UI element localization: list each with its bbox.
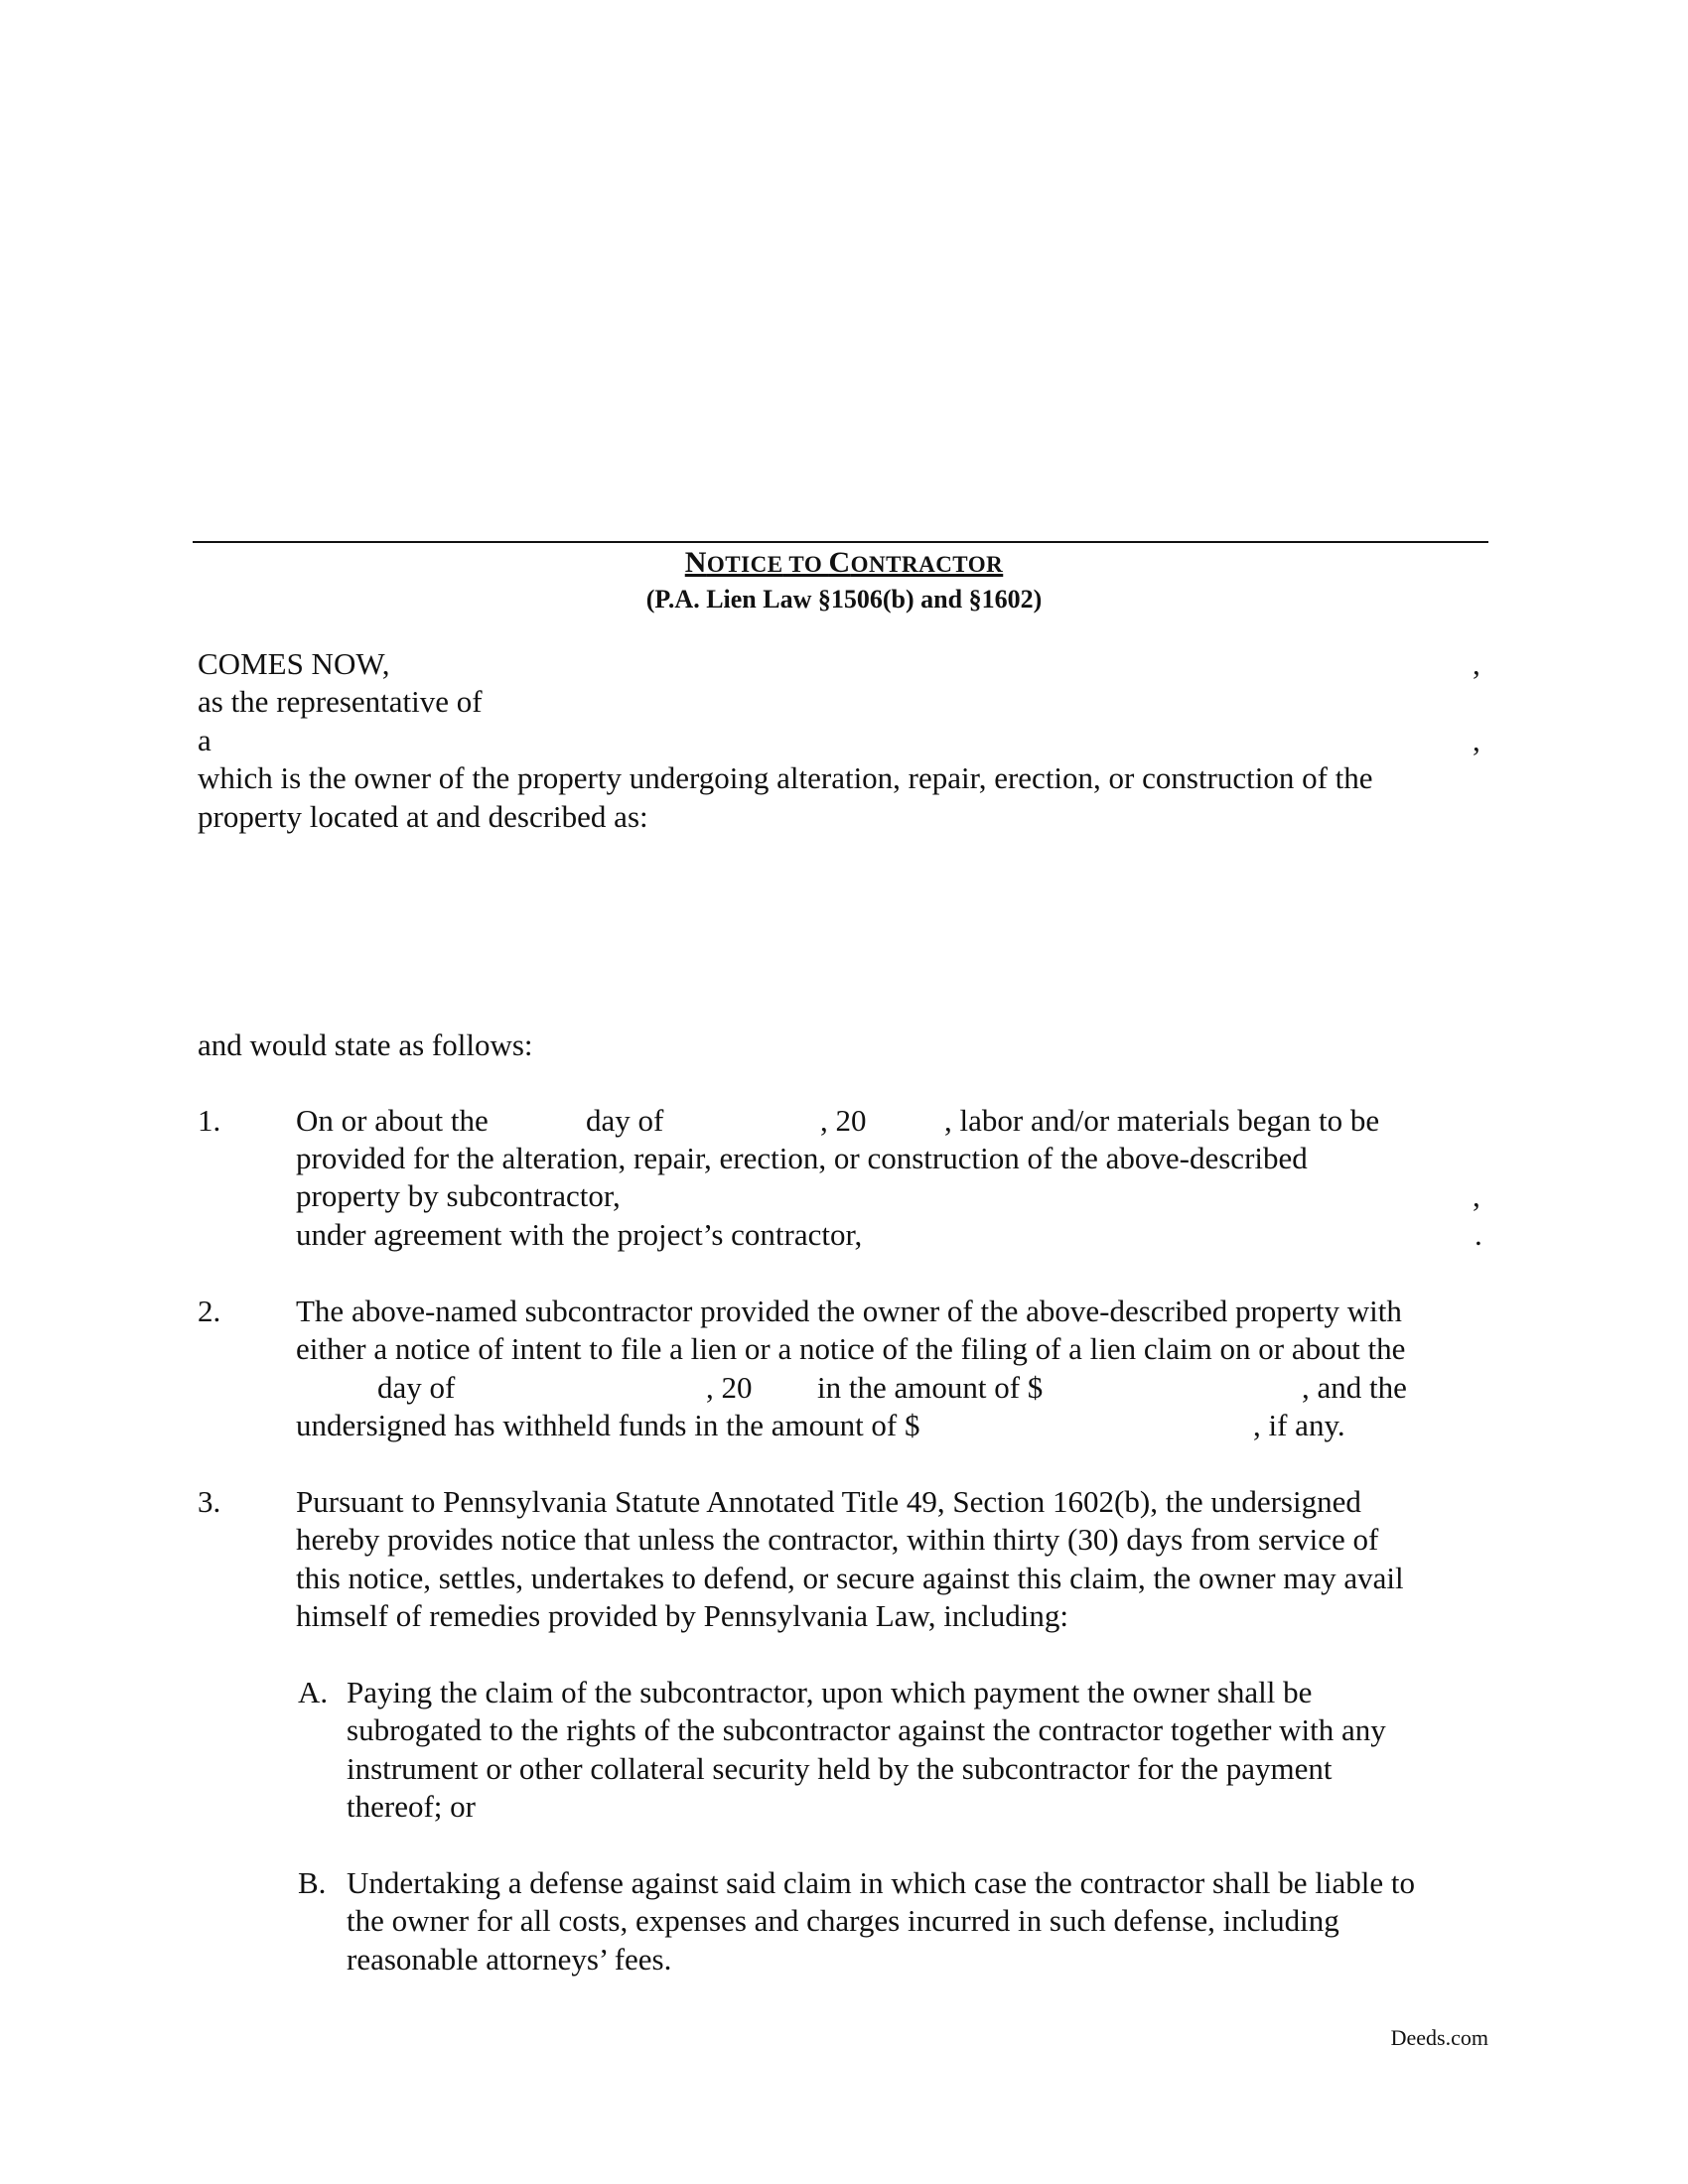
item-3-line-2: hereby provides notice that unless the contractor, within thirty (30) days from service of bbox=[296, 1522, 1379, 1557]
item-1-on-or-about: On or about the bbox=[296, 1103, 489, 1138]
sub-b-line-3: reasonable attorneys’ fees. bbox=[347, 1942, 672, 1977]
item-1-subcontractor: property by subcontractor, bbox=[296, 1178, 621, 1213]
item-2-withheld-label: undersigned has withheld funds in the amount of $ bbox=[296, 1408, 920, 1442]
item-2-day-of: day of bbox=[377, 1370, 456, 1405]
item-3-line-3: this notice, settles, undertakes to defend, or secure against this claim, the owner may avail bbox=[296, 1561, 1404, 1595]
representative-label: as the representative of bbox=[198, 684, 483, 719]
sub-a-letter: A. bbox=[298, 1675, 329, 1709]
item-3-number: 3. bbox=[198, 1484, 221, 1519]
property-described-label: property located at and described as: bbox=[198, 799, 648, 834]
document-subtitle: (P.A. Lien Law §1506(b) and §1602) bbox=[645, 585, 1043, 614]
item-2-and-the: , and the bbox=[1302, 1370, 1407, 1405]
sub-b-line-2: the owner for all costs, expenses and charges incurred in such defense, including bbox=[347, 1903, 1339, 1938]
sub-a-line-3: instrument or other collateral security held by the subcontractor for the payment bbox=[347, 1751, 1333, 1786]
sub-b-letter: B. bbox=[298, 1865, 327, 1900]
owner-statement: which is the owner of the property undergoing alteration, repair, erection, or construction of the bbox=[198, 760, 1373, 795]
top-rule bbox=[193, 541, 1488, 543]
item-2-if-any: , if any. bbox=[1253, 1408, 1345, 1442]
state-as-follows: and would state as follows: bbox=[198, 1027, 533, 1062]
item-1-labor-began: , labor and/or materials began to be bbox=[944, 1103, 1380, 1138]
item-1-day-of: day of bbox=[586, 1103, 664, 1138]
sub-a-line-1: Paying the claim of the subcontractor, upon which payment the owner shall be bbox=[347, 1675, 1313, 1709]
item-1-year: , 20 bbox=[820, 1103, 867, 1138]
item-2-number: 2. bbox=[198, 1294, 221, 1328]
entity-article: a bbox=[198, 723, 211, 757]
sub-a-line-4: thereof; or bbox=[347, 1789, 476, 1824]
comes-now-comma: , bbox=[1473, 646, 1480, 681]
item-1-subcontractor-comma: , bbox=[1473, 1178, 1480, 1213]
sub-a-line-2: subrogated to the rights of the subcontractor against the contractor together with any bbox=[347, 1712, 1386, 1747]
item-1-number: 1. bbox=[198, 1103, 221, 1138]
document-title: NOTICE TO CONTRACTOR bbox=[684, 546, 1004, 579]
item-2-line-2: either a notice of intent to file a lien or a notice of the filing of a lien claim on or about the bbox=[296, 1331, 1406, 1366]
item-1-line-2: provided for the alteration, repair, erection, or construction of the above-described bbox=[296, 1141, 1308, 1175]
item-2-line-1: The above-named subcontractor provided the owner of the above-described property with bbox=[296, 1294, 1402, 1328]
item-1-contractor: under agreement with the project’s contractor, bbox=[296, 1217, 863, 1252]
item-2-year: , 20 bbox=[706, 1370, 753, 1405]
item-3-line-4: himself of remedies provided by Pennsylvania Law, including: bbox=[296, 1598, 1068, 1633]
entity-comma: , bbox=[1473, 723, 1480, 757]
comes-now-label: COMES NOW, bbox=[198, 646, 390, 681]
item-2-amount-label: in the amount of $ bbox=[817, 1370, 1044, 1405]
footer-brand: Deeds.com bbox=[1390, 2025, 1488, 2050]
item-1-contractor-period: . bbox=[1475, 1217, 1482, 1252]
sub-b-line-1: Undertaking a defense against said claim in which case the contractor shall be liable to bbox=[347, 1865, 1415, 1900]
item-3-line-1: Pursuant to Pennsylvania Statute Annotated Title 49, Section 1602(b), the undersigned bbox=[296, 1484, 1361, 1519]
